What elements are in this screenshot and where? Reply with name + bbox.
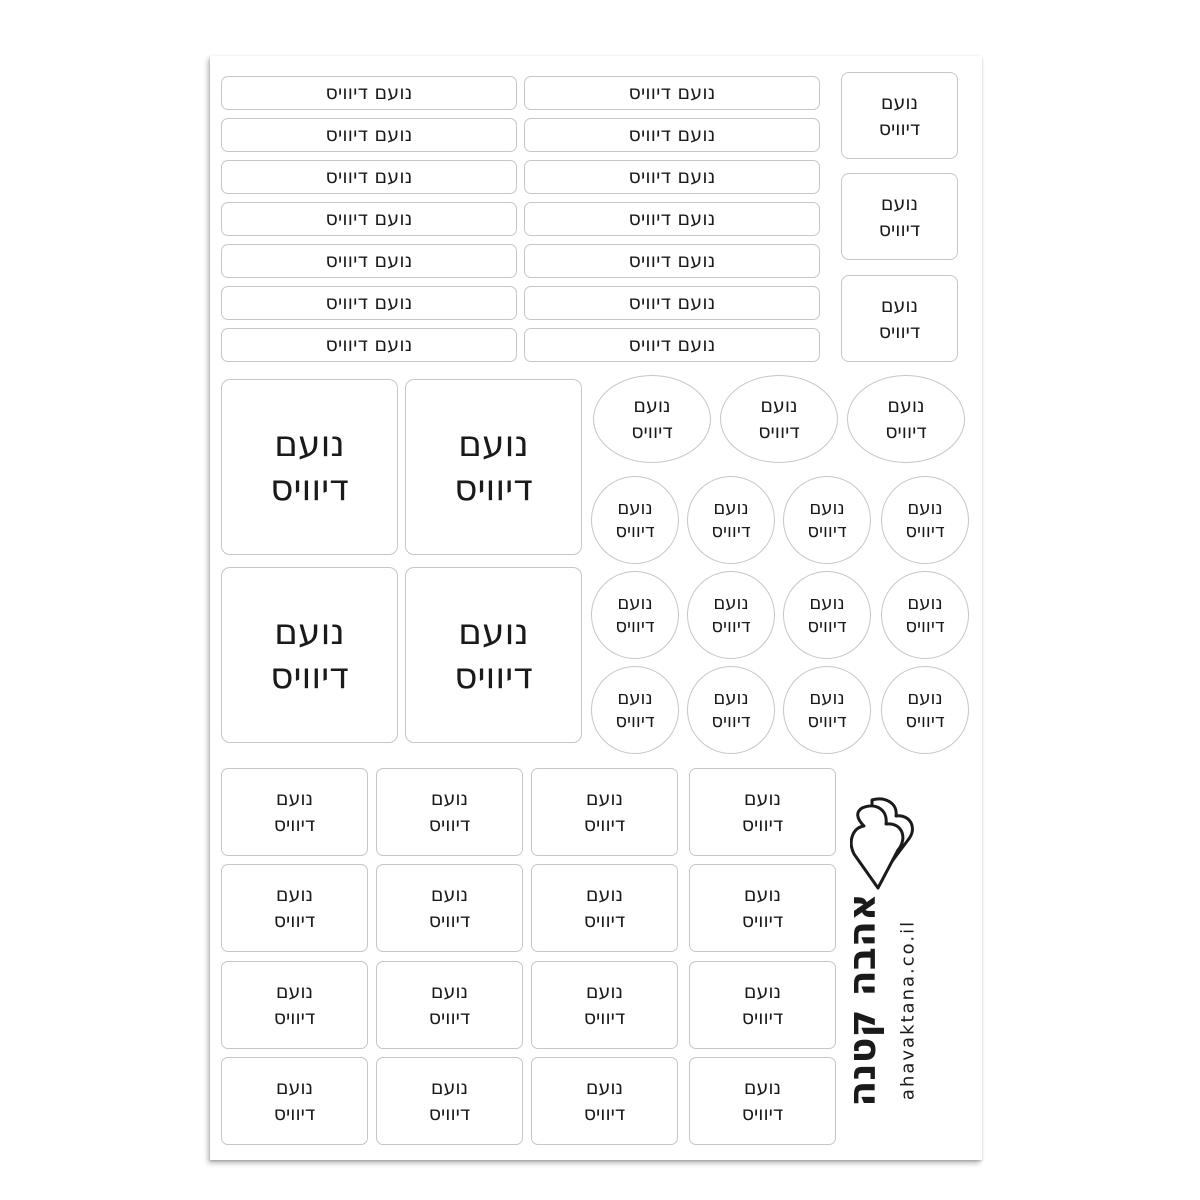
name-sticker bbox=[221, 160, 517, 194]
sticker-full-name: נועם דיוויס bbox=[325, 82, 413, 104]
name-sticker bbox=[221, 864, 368, 952]
sticker-first-name: נועם bbox=[275, 981, 314, 1003]
heart-outline-icon bbox=[850, 796, 920, 892]
name-sticker bbox=[783, 571, 871, 659]
sticker-last-name: דיוויס bbox=[583, 1103, 626, 1125]
name-sticker bbox=[376, 1057, 523, 1145]
name-sticker bbox=[841, 275, 958, 362]
sticker-last-name: דיוויס bbox=[905, 711, 945, 732]
name-sticker bbox=[221, 76, 517, 110]
name-sticker bbox=[591, 476, 679, 564]
sticker-first-name: נועם bbox=[907, 498, 943, 519]
name-sticker bbox=[881, 666, 969, 754]
name-sticker bbox=[841, 72, 958, 159]
sticker-last-name: דיוויס bbox=[615, 616, 655, 637]
name-sticker bbox=[376, 864, 523, 952]
name-sticker bbox=[405, 379, 582, 555]
name-sticker bbox=[524, 76, 820, 110]
name-sticker bbox=[783, 476, 871, 564]
sticker-last-name: דיוויס bbox=[454, 656, 533, 697]
name-sticker bbox=[376, 961, 523, 1049]
sticker-first-name: נועם bbox=[585, 788, 624, 810]
name-sticker bbox=[221, 1057, 368, 1145]
sticker-first-name: נועם bbox=[275, 1077, 314, 1099]
name-sticker bbox=[405, 567, 582, 743]
sticker-last-name: דיוויס bbox=[878, 218, 921, 241]
sticker-last-name: דיוויס bbox=[878, 117, 921, 140]
name-sticker bbox=[687, 476, 775, 564]
name-sticker bbox=[524, 328, 820, 362]
sticker-first-name: נועם bbox=[617, 498, 653, 519]
name-sticker bbox=[847, 375, 965, 463]
sticker-full-name: נועם דיוויס bbox=[628, 166, 716, 188]
sticker-first-name: נועם bbox=[880, 91, 919, 114]
sticker-first-name: נועם bbox=[430, 1077, 469, 1099]
sticker-first-name: נועם bbox=[907, 688, 943, 709]
sticker-last-name: דיוויס bbox=[807, 616, 847, 637]
name-sticker bbox=[881, 476, 969, 564]
name-sticker bbox=[531, 864, 678, 952]
name-sticker bbox=[524, 202, 820, 236]
sticker-first-name: נועם bbox=[585, 981, 624, 1003]
sticker-first-name: נועם bbox=[743, 1077, 782, 1099]
sticker-first-name: נועם bbox=[743, 981, 782, 1003]
sticker-full-name: נועם דיוויס bbox=[325, 124, 413, 146]
sticker-last-name: דיוויס bbox=[631, 421, 673, 443]
sticker-last-name: דיוויס bbox=[273, 910, 316, 932]
sticker-first-name: נועם bbox=[275, 788, 314, 810]
name-sticker bbox=[689, 768, 836, 856]
name-sticker bbox=[841, 173, 958, 260]
sticker-first-name: נועם bbox=[760, 395, 798, 417]
sticker-first-name: נועם bbox=[458, 424, 529, 465]
sticker-full-name: נועם דיוויס bbox=[325, 250, 413, 272]
name-sticker bbox=[687, 666, 775, 754]
sticker-first-name: נועם bbox=[713, 498, 749, 519]
brand-name: אהבה קטנה bbox=[840, 893, 884, 1107]
name-sticker bbox=[531, 961, 678, 1049]
sticker-first-name: נועם bbox=[585, 1077, 624, 1099]
sticker-last-name: דיוויס bbox=[711, 616, 751, 637]
sticker-first-name: נועם bbox=[880, 294, 919, 317]
sticker-first-name: נועם bbox=[907, 593, 943, 614]
sticker-full-name: נועם דיוויס bbox=[628, 334, 716, 356]
sticker-last-name: דיוויס bbox=[273, 814, 316, 836]
sticker-first-name: נועם bbox=[743, 884, 782, 906]
sticker-last-name: דיוויס bbox=[428, 1007, 471, 1029]
sticker-last-name: דיוויס bbox=[270, 656, 349, 697]
sticker-last-name: דיוויס bbox=[711, 711, 751, 732]
sticker-last-name: דיוויס bbox=[273, 1103, 316, 1125]
sticker-last-name: דיוויס bbox=[807, 711, 847, 732]
sticker-first-name: נועם bbox=[585, 884, 624, 906]
name-sticker bbox=[531, 768, 678, 856]
name-sticker bbox=[689, 1057, 836, 1145]
sticker-last-name: דיוויס bbox=[615, 521, 655, 542]
sticker-last-name: דיוויס bbox=[885, 421, 927, 443]
sticker-last-name: דיוויס bbox=[583, 910, 626, 932]
name-sticker bbox=[221, 961, 368, 1049]
name-sticker bbox=[221, 244, 517, 278]
name-sticker bbox=[687, 571, 775, 659]
sticker-last-name: דיוויס bbox=[273, 1007, 316, 1029]
sticker-first-name: נועם bbox=[743, 788, 782, 810]
name-sticker bbox=[881, 571, 969, 659]
name-sticker bbox=[221, 118, 517, 152]
name-sticker bbox=[221, 768, 368, 856]
sticker-first-name: נועם bbox=[274, 424, 345, 465]
sticker-first-name: נועם bbox=[617, 593, 653, 614]
name-sticker bbox=[221, 379, 398, 555]
sticker-last-name: דיוויס bbox=[758, 421, 800, 443]
sticker-last-name: דיוויס bbox=[428, 910, 471, 932]
sticker-first-name: נועם bbox=[430, 788, 469, 810]
sticker-first-name: נועם bbox=[430, 981, 469, 1003]
sticker-first-name: נועם bbox=[713, 593, 749, 614]
sticker-full-name: נועם דיוויס bbox=[628, 82, 716, 104]
sticker-last-name: דיוויס bbox=[741, 910, 784, 932]
name-sticker bbox=[524, 160, 820, 194]
sticker-first-name: נועם bbox=[458, 612, 529, 653]
sticker-last-name: דיוויס bbox=[741, 1103, 784, 1125]
sticker-first-name: נועם bbox=[617, 688, 653, 709]
sticker-last-name: דיוויס bbox=[583, 814, 626, 836]
name-sticker bbox=[221, 328, 517, 362]
name-sticker bbox=[524, 118, 820, 152]
sticker-full-name: נועם דיוויס bbox=[325, 292, 413, 314]
name-sticker bbox=[524, 244, 820, 278]
brand-url: ahavaktana.co.il bbox=[897, 919, 919, 1101]
name-sticker bbox=[524, 286, 820, 320]
sticker-last-name: דיוויס bbox=[807, 521, 847, 542]
sticker-full-name: נועם דיוויס bbox=[628, 208, 716, 230]
sticker-full-name: נועם דיוויס bbox=[628, 292, 716, 314]
sticker-last-name: דיוויס bbox=[428, 1103, 471, 1125]
sticker-last-name: דיוויס bbox=[615, 711, 655, 732]
name-sticker bbox=[689, 961, 836, 1049]
sticker-first-name: נועם bbox=[809, 593, 845, 614]
sticker-last-name: דיוויס bbox=[454, 468, 533, 509]
name-sticker bbox=[593, 375, 711, 463]
sticker-first-name: נועם bbox=[809, 498, 845, 519]
sticker-first-name: נועם bbox=[887, 395, 925, 417]
sticker-first-name: נועם bbox=[809, 688, 845, 709]
sticker-last-name: דיוויס bbox=[878, 320, 921, 343]
sticker-last-name: דיוויס bbox=[428, 814, 471, 836]
name-sticker bbox=[783, 666, 871, 754]
sticker-first-name: נועם bbox=[713, 688, 749, 709]
sticker-last-name: דיוויס bbox=[741, 1007, 784, 1029]
sticker-last-name: דיוויס bbox=[711, 521, 751, 542]
sticker-first-name: נועם bbox=[430, 884, 469, 906]
sticker-last-name: דיוויס bbox=[905, 521, 945, 542]
name-sticker bbox=[221, 202, 517, 236]
name-sticker bbox=[591, 571, 679, 659]
sticker-full-name: נועם דיוויס bbox=[325, 208, 413, 230]
sticker-full-name: נועם דיוויס bbox=[628, 250, 716, 272]
sticker-last-name: דיוויס bbox=[270, 468, 349, 509]
sticker-first-name: נועם bbox=[274, 612, 345, 653]
name-sticker bbox=[591, 666, 679, 754]
name-sticker bbox=[720, 375, 838, 463]
sticker-full-name: נועם דיוויס bbox=[325, 334, 413, 356]
name-sticker bbox=[689, 864, 836, 952]
name-sticker bbox=[376, 768, 523, 856]
sticker-first-name: נועם bbox=[880, 192, 919, 215]
sticker-first-name: נועם bbox=[275, 884, 314, 906]
name-sticker bbox=[221, 286, 517, 320]
sticker-full-name: נועם דיוויס bbox=[325, 166, 413, 188]
sticker-full-name: נועם דיוויס bbox=[628, 124, 716, 146]
sticker-last-name: דיוויס bbox=[741, 814, 784, 836]
name-sticker bbox=[531, 1057, 678, 1145]
sticker-last-name: דיוויס bbox=[583, 1007, 626, 1029]
sticker-last-name: דיוויס bbox=[905, 616, 945, 637]
name-sticker bbox=[221, 567, 398, 743]
sticker-first-name: נועם bbox=[633, 395, 671, 417]
